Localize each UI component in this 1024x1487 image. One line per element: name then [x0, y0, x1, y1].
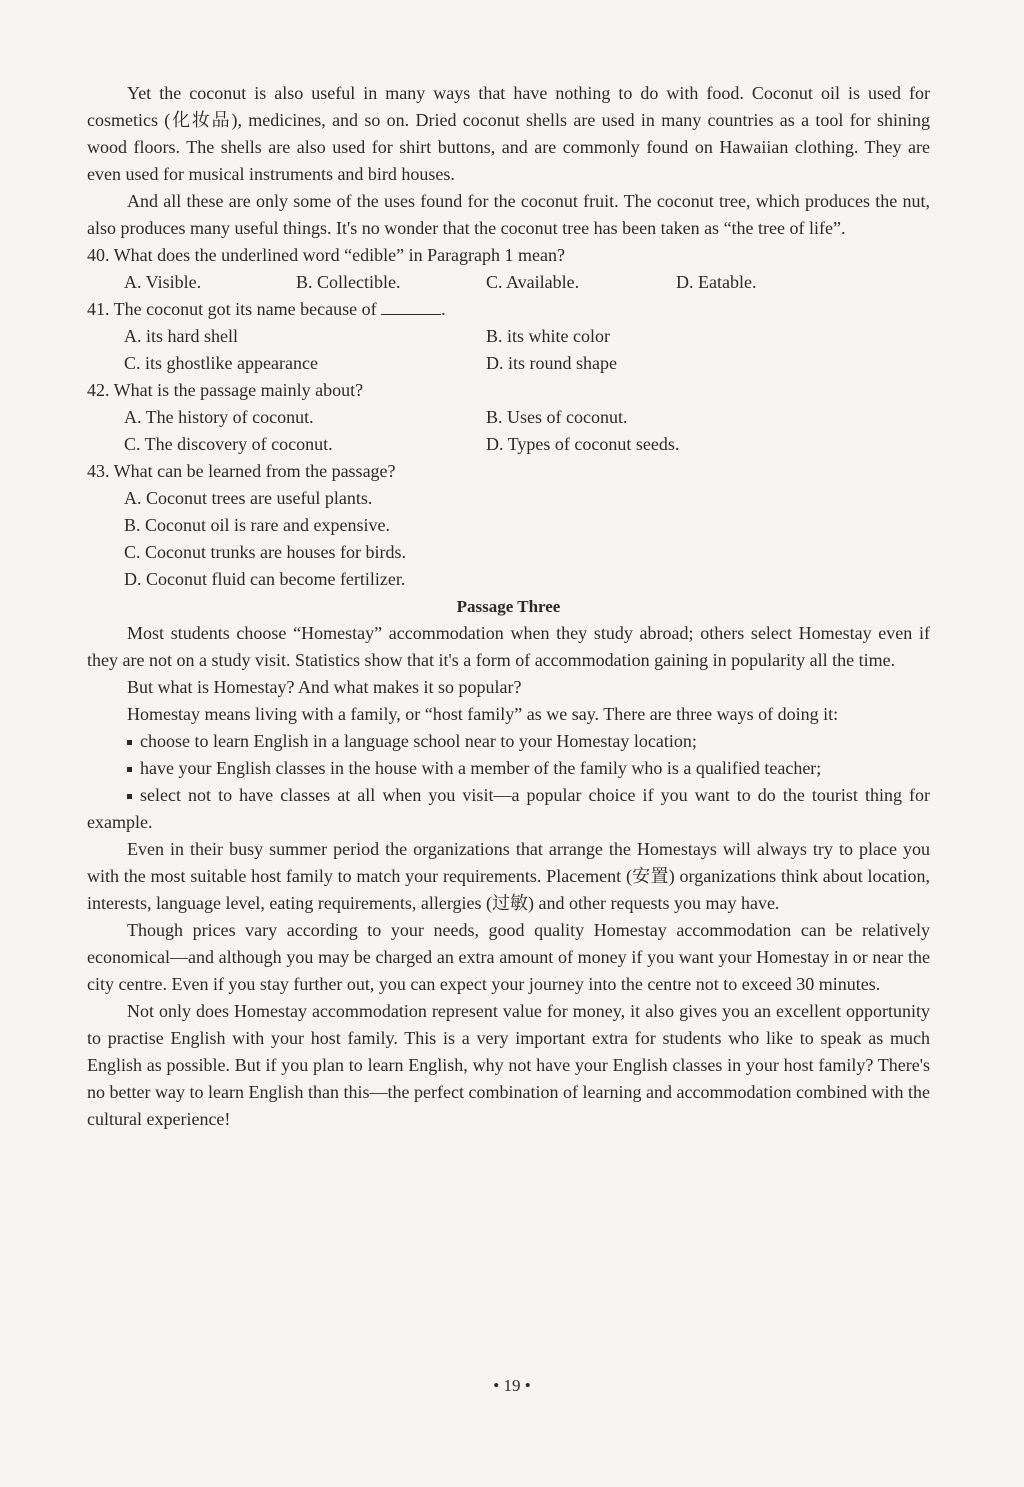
- question-42-option-a: A. The history of coconut.: [124, 407, 314, 427]
- bullet-item: [87, 728, 930, 755]
- question-41-options: [87, 323, 930, 377]
- question-42-option-b: B. Uses of coconut.: [486, 407, 628, 427]
- question-42-option-c: C. The discovery of coconut.: [124, 434, 333, 454]
- question-41-option-d: D. its round shape: [486, 353, 617, 373]
- passage-three-paragraph-1: Most students choose “Homestay” accommodation when they study abroad; others select Homestay even if they are not on a study visit. Statistics show that it's a form of accommodation gaining in popularity all the time.: [87, 623, 930, 670]
- page-number: • 19 •: [493, 1376, 531, 1395]
- question-41-stem-end: .: [441, 299, 446, 319]
- passage-three-paragraph-6: Not only does Homestay accommodation represent value for money, it also gives you an excellent opportunity to practise English with your host family. This is a very important extra for students who like to speak as much English as possible. But if you plan to learn English, why not have your English classes in your host family? There's no better way to learn English than this—the perfect combination of learning and accommodation combined with the cultural experience!: [87, 1001, 930, 1129]
- question-41-option-b: B. its white color: [486, 326, 610, 346]
- question-43-option-d: D. Coconut fluid can become fertilizer.: [124, 569, 406, 589]
- question-40-options: [87, 269, 930, 296]
- passage-three-paragraph-2: But what is Homestay? And what makes it so popular?: [127, 677, 522, 697]
- passage-two-paragraph-2: And all these are only some of the uses found for the coconut fruit. The coconut tree, which produces the nut, also produces many useful things. It's no wonder that the coconut tree has been taken as “the tree of life”.: [87, 191, 930, 238]
- passage-three-title: Passage Three: [456, 597, 561, 616]
- question-40-option-b: B. Collectible.: [296, 272, 401, 292]
- bullet-item: [87, 755, 930, 782]
- question-43-option-a: A. Coconut trees are useful plants.: [124, 488, 373, 508]
- bullet-icon: [127, 740, 132, 745]
- question-41-option-c: C. its ghostlike appearance: [124, 353, 318, 373]
- passage-two-paragraph-1: Yet the coconut is also useful in many ways that have nothing to do with food. Coconut oil is used for cosmetics (化妆品), medicines, and so on. Dried coconut shells are used in many countries as a tool for shining wood floors. The shells are also used for shirt buttons, and are commonly found on Hawaiian clothing. They are even used for musical instruments and bird houses.: [87, 83, 930, 184]
- question-40-option-c: C. Available.: [486, 272, 580, 292]
- bullet-item: [87, 782, 930, 836]
- passage-three-paragraph-5: Though prices vary according to your needs, good quality Homestay accommodation can be relatively economical—and although you may be charged an extra amount of money if you want your Homestay in or near the city centre. Even if you stay further out, you can expect your journey into the centre not to exceed 30 minutes.: [87, 920, 930, 994]
- page-content: [87, 80, 930, 1133]
- question-43-option-c: C. Coconut trunks are houses for birds.: [124, 542, 406, 562]
- question-41-option-a: A. its hard shell: [124, 326, 238, 346]
- bullet-text: choose to learn English in a language school near to your Homestay location;: [140, 731, 697, 751]
- question-43-option-b: B. Coconut oil is rare and expensive.: [124, 515, 390, 535]
- passage-three-paragraph-3: Homestay means living with a family, or “host family” as we say. There are three ways of doing it:: [127, 704, 839, 724]
- question-41-stem-text: 41. The coconut got its name because of: [87, 299, 377, 319]
- question-42-stem: 42. What is the passage mainly about?: [87, 380, 364, 400]
- bullet-icon: [127, 767, 132, 772]
- passage-three-paragraph-4: Even in their busy summer period the organizations that arrange the Homestays will always try to place you with the most suitable host family to match your requirements. Placement (安置) organizations think about location, interests, language level, eating requirements, allergies (过敏) and other requests you may have.: [87, 839, 930, 913]
- question-42-option-d: D. Types of coconut seeds.: [486, 434, 680, 454]
- question-40-stem: 40. What does the underlined word “edible” in Paragraph 1 mean?: [87, 245, 566, 265]
- question-42-options: [87, 404, 930, 458]
- answer-blank: [381, 298, 441, 315]
- question-43-stem: 43. What can be learned from the passage?: [87, 461, 396, 481]
- question-40-option-d: D. Eatable.: [676, 272, 757, 292]
- bullet-text: select not to have classes at all when you visit—a popular choice if you want to do the tourist thing for example.: [87, 785, 930, 832]
- question-41-stem: [87, 296, 930, 323]
- bullet-text: have your English classes in the house with a member of the family who is a qualified teacher;: [140, 758, 822, 778]
- question-40-option-a: A. Visible.: [124, 272, 202, 292]
- bullet-icon: [127, 794, 132, 799]
- question-43-options: [87, 485, 930, 593]
